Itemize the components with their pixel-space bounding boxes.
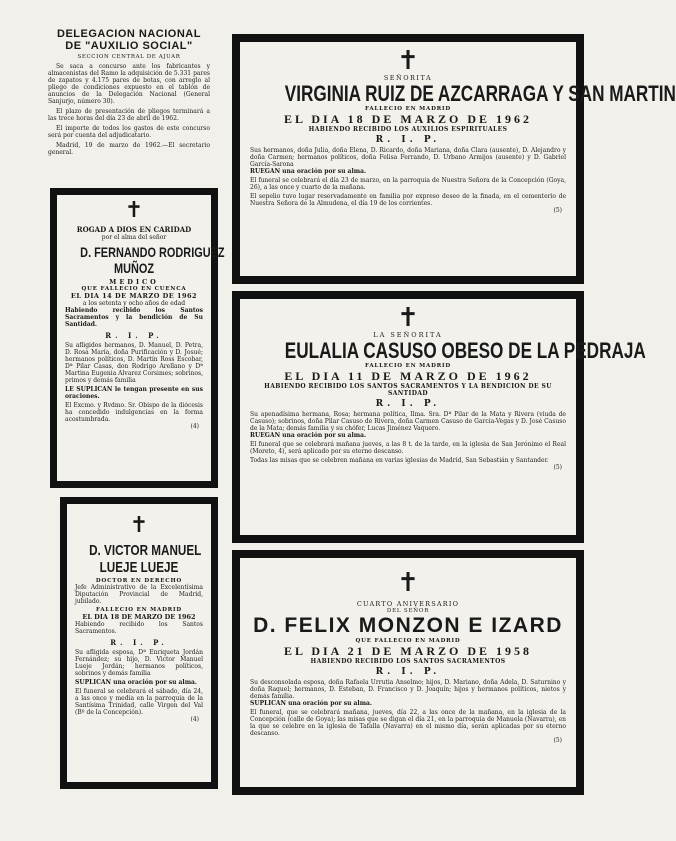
died-place: QUE FALLECIO EN MADRID bbox=[355, 638, 461, 644]
funeral-text: El funeral, que se celebrará mañana, jueves, día 22, a las once de la mañana, en la iglesia de la Concepción (calle de Goya); las misas que se digan el día 21, en la parroquia de Manuela (Navarra), en la que se celebre en la iglesia de Tafalla (Navarra) en el mismo día, serán aplicadas por su eterno descanso. bbox=[250, 709, 566, 737]
title-prefix: LA SEÑORITA bbox=[373, 331, 443, 339]
family-text: Su afligida esposa, Dª Enriqueta Jordán Fernández; su hijo, D. Victor Manuel Lueje Jordán; hermanos políticos, sobrinos y demás familia bbox=[75, 649, 203, 677]
death-date: EL DIA 11 DE MARZO DE 1962 bbox=[284, 369, 532, 383]
deceased-name: D. VICTOR MANUEL bbox=[89, 542, 202, 559]
rip: R. I. P. bbox=[375, 399, 441, 409]
funeral-text: El funeral que se celebrará mañana jueves, a las 8 t. de la tarde, en la iglesia de San Jerónimo el Real (Moreto, 4), será aplicado por su eterno descanso. bbox=[250, 441, 566, 455]
funeral-text: El funeral se celebrará el sábado, día 24, a las once y media en la parroquia de la Santísima Trinidad, calle Virgen del Val (Bº de la Concepción). bbox=[75, 688, 203, 716]
ruegan-line: RUEGAN una oración por su alma. bbox=[250, 168, 367, 175]
death-date: EL DIA 18 DE MARZO DE 1962 bbox=[283, 112, 533, 126]
died-place: FALLECIO EN MADRID bbox=[95, 607, 182, 613]
family-text: Su desconsolada esposa, doña Rafaela Urrutia Anselmo; hijos, D. Mariano, doña Adela, D. Saturnino y doña Raquel; hermanos, D. Esteban, D. Francisco y D. Joaquín; hijos y hermanos políticos, nietos y demás familia. bbox=[250, 679, 566, 700]
title-prefix: SEÑORITA bbox=[383, 74, 433, 82]
deceased-name: EULALIA CASUSO OBESO DE LA PEDRAJA bbox=[284, 338, 646, 363]
indulgences-text: El Excmo. y Rvdmo. Sr. Obispo de la diócesis ha concedido indulgencias en la forma acostumbrada. bbox=[65, 402, 203, 423]
notice-paragraph: Se saca a concurso ante los fabricantes y almacenistas del Ramo la adquisición de 5.331 pares de zapatos y 4.175 pares de botas, con arreglo al pliego de condiciones expuesto en el tablón de anuncios de la Delegación Nacional (General Sanjurjo, número 30). bbox=[48, 63, 210, 105]
ad-number: (4) bbox=[190, 423, 199, 430]
notice-paragraph: Madrid, 19 de marzo de 1962.—El secretario general. bbox=[48, 142, 210, 156]
por-el-alma: por el alma del señor bbox=[101, 234, 167, 241]
obituary-virginia-ruiz bbox=[232, 34, 676, 284]
burial-text: El sepelio tuvo lugar reservadamente en familia por expreso deseo de la finada, en el cementerio de Nuestra Señora de la Almudena, el día 19 de los corrientes. bbox=[250, 193, 566, 207]
masses-text: Todas las misas que se celebren mañana en varias iglesias de Madrid, San Sebastián y Santander. bbox=[250, 457, 549, 464]
death-date: EL DIA 18 DE MARZO DE 1962 bbox=[82, 613, 196, 621]
profession: DOCTOR EN DERECHO bbox=[95, 578, 183, 584]
death-date: EL DIA 21 DE MARZO DE 1958 bbox=[283, 644, 533, 658]
obituary-eulalia-casuso bbox=[232, 291, 646, 543]
deceased-name-2: MUÑOZ bbox=[113, 260, 155, 276]
cross-icon: ✝ bbox=[397, 568, 419, 598]
cross-icon: ✝ bbox=[397, 303, 419, 333]
notice-paragraph: El plazo de presentación de pliegos terminará a las trece horas del día 23 de abril de 1962. bbox=[48, 108, 210, 122]
ad-number: (5) bbox=[553, 207, 562, 214]
sacraments-line: HABIENDO RECIBIDO LOS SANTOS SACRAMENTOS bbox=[310, 658, 506, 665]
rip: R. I. P. bbox=[375, 667, 441, 677]
role-text: Jefe Administrativo de la Excelentísima Diputación Provincial de Madrid, jubilado. bbox=[75, 584, 203, 605]
notice-paragraph: El importe de todos los gastos de este concurso será por cuenta del adjudicatario. bbox=[48, 125, 210, 139]
rip: R. I. P. bbox=[110, 638, 168, 647]
family-text: Su apenadísima hermana, Rosa; hermana política, Ilma. Sra. Dª Pilar de la Mata y Rivera (viuda de Casuso); sobrinos, doña Pilar Casuso de Rivera, doña Carmen Casuso de Garcia-Vegas y D. José Casuso de la Mata; demás familia y su chófer, Lucas Jiménez Vaquero. bbox=[250, 411, 566, 432]
sacraments-line: Habiendo recibido los Santos Sacramentos. bbox=[75, 621, 203, 635]
age-line: a los setenta y ocho años de edad bbox=[82, 300, 186, 307]
sacraments-line: HABIENDO RECIBIDO LOS SANTOS SACRAMENTOS Y LA BENDICION DE SU SANTIDAD bbox=[264, 383, 552, 397]
suplican-line: SUPLICAN una oración por su alma. bbox=[75, 679, 198, 686]
sacraments-line: Habiendo recibido los Santos Sacramentos y la bendición de Su Santidad. bbox=[65, 307, 203, 328]
death-date: EL DIA 14 DE MARZO DE 1962 bbox=[70, 292, 198, 300]
notice-subtitle: SECCION CENTRAL DE AJUAR bbox=[77, 54, 181, 60]
ad-number: (5) bbox=[553, 464, 562, 471]
died-place: FALLECIO EN MADRID bbox=[364, 363, 451, 369]
obituary-fernando-rodriguez bbox=[50, 188, 225, 488]
died-place: FALLECIO EN MADRID bbox=[364, 106, 451, 112]
notice-title-1: DELEGACION NACIONAL bbox=[57, 28, 201, 40]
cross-icon: ✝ bbox=[397, 46, 419, 76]
del-senor: DEL SEÑOR bbox=[386, 608, 430, 614]
deceased-name: D. FERNANDO RODRIGUEZ bbox=[80, 244, 225, 260]
rip: R. I. P. bbox=[375, 135, 441, 145]
ad-number: (5) bbox=[553, 737, 562, 744]
cross-icon: ✝ bbox=[129, 513, 149, 538]
deceased-name-2: LUEJE LUEJE bbox=[99, 559, 179, 576]
rip: R. I. P. bbox=[105, 331, 163, 340]
obituary-victor-lueje bbox=[60, 497, 218, 789]
profession: MEDICO bbox=[109, 278, 159, 286]
notice-title-2: DE "AUXILIO SOCIAL" bbox=[65, 40, 193, 52]
rogad-line: ROGAD A DIOS EN CARIDAD bbox=[76, 225, 192, 234]
obituary-felix-monzon bbox=[232, 550, 584, 795]
deceased-name: D. FELIX MONZON E IZARD bbox=[253, 614, 563, 637]
auxilio-social-notice bbox=[48, 28, 210, 156]
suplican-line: SUPLICAN una oración por su alma. bbox=[250, 700, 373, 707]
funeral-text: El funeral se celebrará el día 23 de marzo, en la parroquia de Nuestra Señora de la Concepción (Goya, 26), a las once y cuarto de la mañana. bbox=[250, 177, 566, 191]
ruegan-line: RUEGAN una oración por su alma. bbox=[250, 432, 367, 439]
family-text: Sus hermanos, doña Julia, doña Elena, D. Ricardo, doña Mariana, doña Clara (ausente), D. Alejandro y doña Carmen; hermanos políticos, doña Felisa Ferrando, D. Urbano Armijos (ausente) y D. Gabriel García-Sarona bbox=[250, 147, 566, 168]
cross-icon: ✝ bbox=[124, 198, 144, 223]
anniversary-line: CUARTO ANIVERSARIO bbox=[356, 600, 460, 608]
family-text: Su afligidos hermanos, D. Manuel, D. Petra, D. Rosa María, doña Purificación y D. Josué; hermanos políticos, D. Martín Ross Escobar, Dª Pilar Casas, don Rodrigo Arellano y Dª Martina Eugenia Alvarez Corsimes; sobrinos, primos y demás familia bbox=[65, 342, 203, 384]
sacraments-line: HABIENDO RECIBIDO LOS AUXILIOS ESPIRITUALES bbox=[308, 126, 508, 133]
ad-number: (4) bbox=[190, 716, 199, 723]
died-place: QUE FALLECIO EN CUENCA bbox=[81, 286, 187, 292]
suplican-line: LE SUPLICAN le tengan presente en sus oraciones. bbox=[65, 386, 203, 400]
deceased-name: VIRGINIA RUIZ DE AZCARRAGA Y SAN MARTIN bbox=[284, 81, 676, 106]
